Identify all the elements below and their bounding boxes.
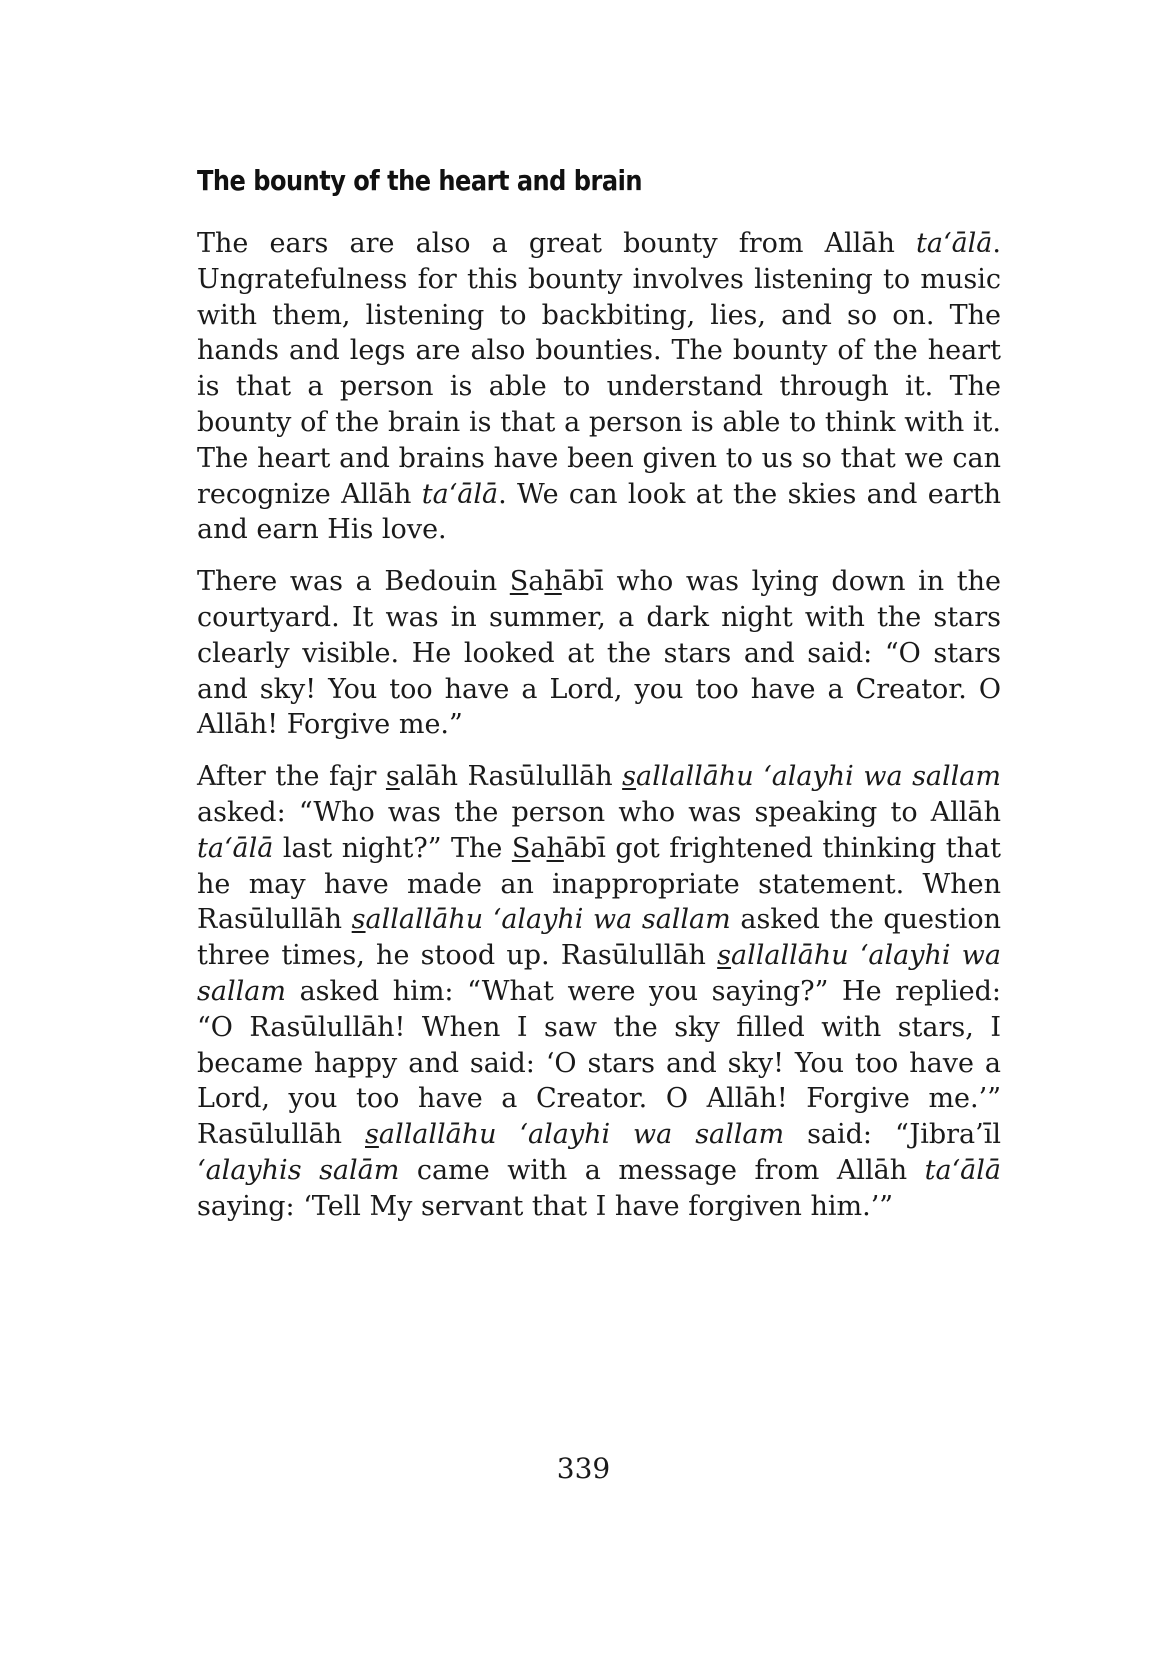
italic-text-run: ta‘ālā (924, 1154, 1001, 1186)
italic-text-run: allallāhu ‘alayhi wa sallam (365, 904, 731, 936)
italic-text-run: s (365, 1119, 379, 1151)
italic-text-run: allallāhu ‘alayhi wa sallam (197, 940, 1001, 1007)
text-run: h (546, 832, 564, 864)
text-run: ābī who was lying down in the courtyard. It was in summer, a dark night with the stars clearly visible. He looked at the stars and said: “O stars and sky! You too have a Lord, you too have a Creator. O Allāh! Forgive me.” (197, 566, 1001, 741)
text-run: S (509, 566, 529, 598)
text-run: saying: ‘Tell My servant that I have forgiven him.’” (197, 1190, 894, 1222)
italic-text-run: allallāhu ‘alayhi wa sallam (378, 1119, 785, 1151)
text-run: After the fajr (197, 761, 386, 793)
text-run: a (528, 566, 545, 598)
italic-text-run: ta‘ālā (421, 478, 499, 510)
italic-text-run: ta‘ālā (197, 832, 274, 864)
text-run: s (385, 761, 400, 793)
text-run: asked him: “What were you saying?” He replied: “O Rasūlullāh! When I saw the sky filled with stars, I became happy and said: ‘O stars and sky! You too have a Lord, you too have a Creator. O Allāh! Forgive me.’” Rasūlullāh (197, 975, 1001, 1151)
text-run: a (530, 832, 547, 864)
italic-text-run: ‘alayhis salām (197, 1154, 400, 1186)
italic-text-run: ta‘ālā (916, 228, 993, 259)
text-run: said: “Jibra’īl (784, 1119, 1001, 1151)
paragraph (197, 226, 1001, 548)
italic-text-run: s (622, 761, 636, 793)
italic-text-run: s (351, 904, 366, 936)
text-run: came with a message from Allāh (399, 1154, 925, 1186)
text-run: asked the question three times, he stood up. Rasūlullāh (197, 904, 1001, 972)
text-run: h (544, 566, 562, 598)
text-run: . Ungratefulness for this bounty involves listening to music with them, listening to backbiting, lies, and so on. The hands and legs are also bounties. The bounty of the heart is that a person is able to understand through it. The bounty of the brain is that a person is able to think with it. The heart and brains have been given to us so that we can recognize Allāh (197, 228, 1001, 510)
text-run: last night?” The (273, 832, 512, 864)
text-run: There was a Bedouin (197, 566, 510, 598)
paragraph (197, 759, 1001, 1224)
text-run: . We can look at the skies and earth and earn His love. (197, 478, 1002, 546)
text-run: alāh Rasūlullāh (399, 761, 623, 793)
text-run: asked: “Who was the person who was speaking to Allāh (197, 796, 1001, 828)
italic-text-run: s (717, 940, 732, 972)
italic-text-run: allallāhu ‘alayhi wa sallam (635, 761, 1001, 793)
page-number: 339 (556, 1452, 611, 1485)
text-run: S (511, 832, 531, 864)
text-run: The ears are also a great bounty from Allāh (197, 228, 917, 259)
body-text (197, 226, 1001, 1241)
text-run: ābī got frightened thinking that he may have made an inappropriate statement. When Rasūlullāh (197, 832, 1001, 936)
section-heading: The bounty of the heart and brain (197, 164, 642, 197)
paragraph (197, 564, 1001, 743)
